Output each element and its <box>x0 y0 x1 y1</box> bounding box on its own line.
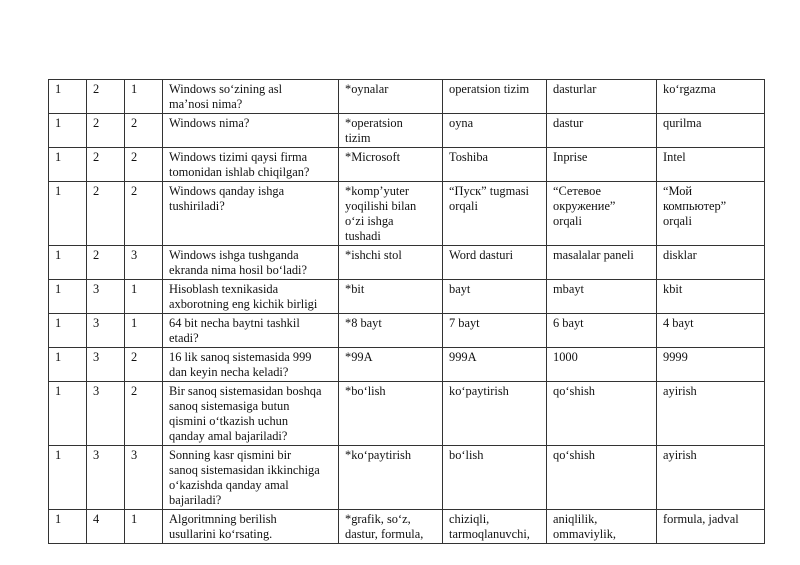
option-3-cell <box>547 148 657 182</box>
section-cell <box>87 246 125 280</box>
option-2-cell-text: operatsion tizim <box>449 82 530 96</box>
section-cell-text: 2 <box>93 116 100 130</box>
difficulty-cell-text: 2 <box>131 350 138 364</box>
option-3-cell-text: dastur <box>553 116 584 130</box>
correct-answer-cell <box>339 246 443 280</box>
section-cell-text: 3 <box>93 350 100 364</box>
difficulty-cell <box>125 510 163 544</box>
difficulty-cell-text: 2 <box>131 184 138 198</box>
level-cell-text: 1 <box>55 282 62 296</box>
table-row <box>49 382 765 446</box>
question-cell <box>163 314 339 348</box>
option-4-cell <box>657 280 765 314</box>
table-row <box>49 80 765 114</box>
section-cell <box>87 446 125 510</box>
option-4-cell-text: Intel <box>663 150 686 164</box>
option-2-cell <box>443 114 547 148</box>
question-cell-text: Windows so‘zining asl ma’nosi nima? <box>169 82 283 111</box>
option-2-cell-text: chiziqli, tarmoqlanuvchi, <box>449 512 530 541</box>
section-cell <box>87 382 125 446</box>
difficulty-cell-text: 3 <box>131 248 138 262</box>
level-cell-text: 1 <box>55 512 62 526</box>
difficulty-cell-text: 1 <box>131 316 138 330</box>
option-4-cell <box>657 114 765 148</box>
table-row <box>49 510 765 544</box>
option-3-cell <box>547 246 657 280</box>
correct-answer-cell <box>339 182 443 246</box>
correct-answer-cell <box>339 446 443 510</box>
section-cell-text: 2 <box>93 248 100 262</box>
option-3-cell <box>547 382 657 446</box>
level-cell-text: 1 <box>55 184 62 198</box>
correct-answer-cell <box>339 314 443 348</box>
option-2-cell-text: bayt <box>449 282 471 296</box>
option-3-cell-text: qo‘shish <box>553 384 595 398</box>
question-cell-text: Windows qanday ishga tushiriladi? <box>169 184 285 213</box>
option-2-cell <box>443 280 547 314</box>
option-3-cell <box>547 446 657 510</box>
level-cell-text: 1 <box>55 316 62 330</box>
difficulty-cell-text: 2 <box>131 384 138 398</box>
level-cell-text: 1 <box>55 448 62 462</box>
option-4-cell-text: “Мой компьютер” orqali <box>663 184 727 228</box>
option-4-cell-text: kbit <box>663 282 683 296</box>
option-4-cell <box>657 382 765 446</box>
difficulty-cell-text: 2 <box>131 116 138 130</box>
option-3-cell <box>547 510 657 544</box>
option-4-cell-text: formula, jadval <box>663 512 739 526</box>
question-cell <box>163 348 339 382</box>
correct-answer-cell-text: *Microsoft <box>345 150 401 164</box>
level-cell <box>49 280 87 314</box>
correct-answer-cell-text: *grafik, so‘z, dastur, formula, <box>345 512 424 541</box>
table-row <box>49 314 765 348</box>
difficulty-cell-text: 3 <box>131 448 138 462</box>
option-2-cell-text: bo‘lish <box>449 448 484 462</box>
section-cell-text: 3 <box>93 448 100 462</box>
level-cell <box>49 114 87 148</box>
option-3-cell <box>547 114 657 148</box>
question-cell-text: 16 lik sanoq sistemasida 999 dan keyin necha keladi? <box>169 350 312 379</box>
option-2-cell-text: Toshiba <box>449 150 489 164</box>
section-cell-text: 3 <box>93 384 100 398</box>
correct-answer-cell <box>339 280 443 314</box>
table-row <box>49 182 765 246</box>
correct-answer-cell-text: *komp’yuter yoqilishi bilan o‘zi ishga tushadi <box>345 184 417 243</box>
option-2-cell-text: Word dasturi <box>449 248 514 262</box>
correct-answer-cell-text: *oynalar <box>345 82 389 96</box>
section-cell <box>87 314 125 348</box>
option-3-cell <box>547 182 657 246</box>
option-2-cell <box>443 348 547 382</box>
option-3-cell-text: masalalar paneli <box>553 248 634 262</box>
correct-answer-cell-text: *8 bayt <box>345 316 382 330</box>
difficulty-cell-text: 1 <box>131 282 138 296</box>
section-cell <box>87 280 125 314</box>
option-3-cell-text: mbayt <box>553 282 584 296</box>
question-cell <box>163 382 339 446</box>
option-4-cell <box>657 348 765 382</box>
difficulty-cell <box>125 246 163 280</box>
table-row <box>49 280 765 314</box>
correct-answer-cell <box>339 510 443 544</box>
option-4-cell <box>657 446 765 510</box>
correct-answer-cell <box>339 148 443 182</box>
correct-answer-cell-text: *operatsion tizim <box>345 116 403 145</box>
level-cell-text: 1 <box>55 384 62 398</box>
question-cell <box>163 114 339 148</box>
section-cell-text: 3 <box>93 316 100 330</box>
option-2-cell-text: 7 bayt <box>449 316 480 330</box>
option-4-cell-text: ayirish <box>663 448 697 462</box>
section-cell <box>87 80 125 114</box>
option-4-cell-text: disklar <box>663 248 697 262</box>
level-cell <box>49 382 87 446</box>
section-cell <box>87 182 125 246</box>
difficulty-cell <box>125 446 163 510</box>
table-row <box>49 114 765 148</box>
quiz-table <box>48 79 765 544</box>
option-3-cell <box>547 80 657 114</box>
section-cell-text: 2 <box>93 82 100 96</box>
option-2-cell-text: oyna <box>449 116 474 130</box>
question-cell-text: Bir sanoq sistemasidan boshqa sanoq sistemasiga butun qismini o‘tkazish uchun qanday amal bajariladi? <box>169 384 322 443</box>
correct-answer-cell <box>339 382 443 446</box>
option-3-cell <box>547 348 657 382</box>
option-2-cell <box>443 182 547 246</box>
section-cell-text: 2 <box>93 150 100 164</box>
option-4-cell-text: qurilma <box>663 116 702 130</box>
option-3-cell-text: dasturlar <box>553 82 597 96</box>
option-3-cell-text: 1000 <box>553 350 578 364</box>
level-cell <box>49 246 87 280</box>
option-4-cell <box>657 246 765 280</box>
difficulty-cell <box>125 114 163 148</box>
level-cell <box>49 348 87 382</box>
correct-answer-cell-text: *ko‘paytirish <box>345 448 412 462</box>
section-cell <box>87 348 125 382</box>
section-cell <box>87 510 125 544</box>
option-4-cell-text: ayirish <box>663 384 697 398</box>
option-4-cell <box>657 148 765 182</box>
correct-answer-cell-text: *99A <box>345 350 373 364</box>
table-row <box>49 446 765 510</box>
question-cell <box>163 246 339 280</box>
option-2-cell <box>443 80 547 114</box>
option-3-cell-text: aniqlilik, ommaviylik, <box>553 512 616 541</box>
option-2-cell <box>443 382 547 446</box>
question-cell-text: Sonning kasr qismini bir sanoq sistemasidan ikkinchiga o‘kazishda qanday amal bajariladi? <box>169 448 320 507</box>
option-2-cell <box>443 446 547 510</box>
level-cell-text: 1 <box>55 248 62 262</box>
option-2-cell <box>443 246 547 280</box>
option-3-cell <box>547 314 657 348</box>
option-2-cell-text: 999A <box>449 350 477 364</box>
section-cell-text: 2 <box>93 184 100 198</box>
correct-answer-cell <box>339 80 443 114</box>
difficulty-cell <box>125 182 163 246</box>
correct-answer-cell-text: *bo‘lish <box>345 384 386 398</box>
difficulty-cell <box>125 148 163 182</box>
option-2-cell <box>443 314 547 348</box>
option-4-cell-text: ko‘rgazma <box>663 82 716 96</box>
option-2-cell <box>443 510 547 544</box>
option-4-cell <box>657 510 765 544</box>
table-row <box>49 246 765 280</box>
difficulty-cell-text: 1 <box>131 512 138 526</box>
section-cell <box>87 114 125 148</box>
option-4-cell <box>657 182 765 246</box>
option-3-cell-text: “Сетевое окружение” orqali <box>553 184 616 228</box>
correct-answer-cell <box>339 114 443 148</box>
level-cell <box>49 314 87 348</box>
level-cell-text: 1 <box>55 116 62 130</box>
option-3-cell-text: 6 bayt <box>553 316 584 330</box>
question-cell-text: Windows nima? <box>169 116 250 130</box>
level-cell <box>49 182 87 246</box>
difficulty-cell-text: 2 <box>131 150 138 164</box>
question-cell <box>163 510 339 544</box>
level-cell <box>49 446 87 510</box>
level-cell-text: 1 <box>55 82 62 96</box>
question-cell-text: Windows ishga tushganda ekranda nima hosil bo‘ladi? <box>169 248 307 277</box>
difficulty-cell <box>125 348 163 382</box>
option-2-cell-text: “Пуск” tugmasi orqali <box>449 184 529 213</box>
section-cell-text: 4 <box>93 512 100 526</box>
option-4-cell-text: 9999 <box>663 350 688 364</box>
correct-answer-cell-text: *bit <box>345 282 365 296</box>
option-3-cell-text: Inprise <box>553 150 588 164</box>
question-cell <box>163 148 339 182</box>
difficulty-cell-text: 1 <box>131 82 138 96</box>
difficulty-cell <box>125 280 163 314</box>
table-row <box>49 348 765 382</box>
level-cell <box>49 148 87 182</box>
quiz-table-body <box>49 80 765 544</box>
level-cell <box>49 510 87 544</box>
table-row <box>49 148 765 182</box>
level-cell <box>49 80 87 114</box>
difficulty-cell <box>125 80 163 114</box>
correct-answer-cell <box>339 348 443 382</box>
section-cell-text: 3 <box>93 282 100 296</box>
level-cell-text: 1 <box>55 150 62 164</box>
option-2-cell <box>443 148 547 182</box>
option-3-cell-text: qo‘shish <box>553 448 595 462</box>
option-4-cell <box>657 314 765 348</box>
option-3-cell <box>547 280 657 314</box>
question-cell-text: Hisoblash texnikasida axborotning eng kichik birligi <box>169 282 318 311</box>
option-2-cell-text: ko‘paytirish <box>449 384 509 398</box>
question-cell <box>163 446 339 510</box>
difficulty-cell <box>125 382 163 446</box>
level-cell-text: 1 <box>55 350 62 364</box>
difficulty-cell <box>125 314 163 348</box>
section-cell <box>87 148 125 182</box>
correct-answer-cell-text: *ishchi stol <box>345 248 402 262</box>
option-4-cell-text: 4 bayt <box>663 316 694 330</box>
question-cell-text: Algoritmning berilish usullarini ko‘rsating. <box>169 512 277 541</box>
option-4-cell <box>657 80 765 114</box>
question-cell-text: Windows tizimi qaysi firma tomonidan ishlab chiqilgan? <box>169 150 310 179</box>
question-cell <box>163 80 339 114</box>
question-cell <box>163 280 339 314</box>
question-cell <box>163 182 339 246</box>
question-cell-text: 64 bit necha baytni tashkil etadi? <box>169 316 300 345</box>
